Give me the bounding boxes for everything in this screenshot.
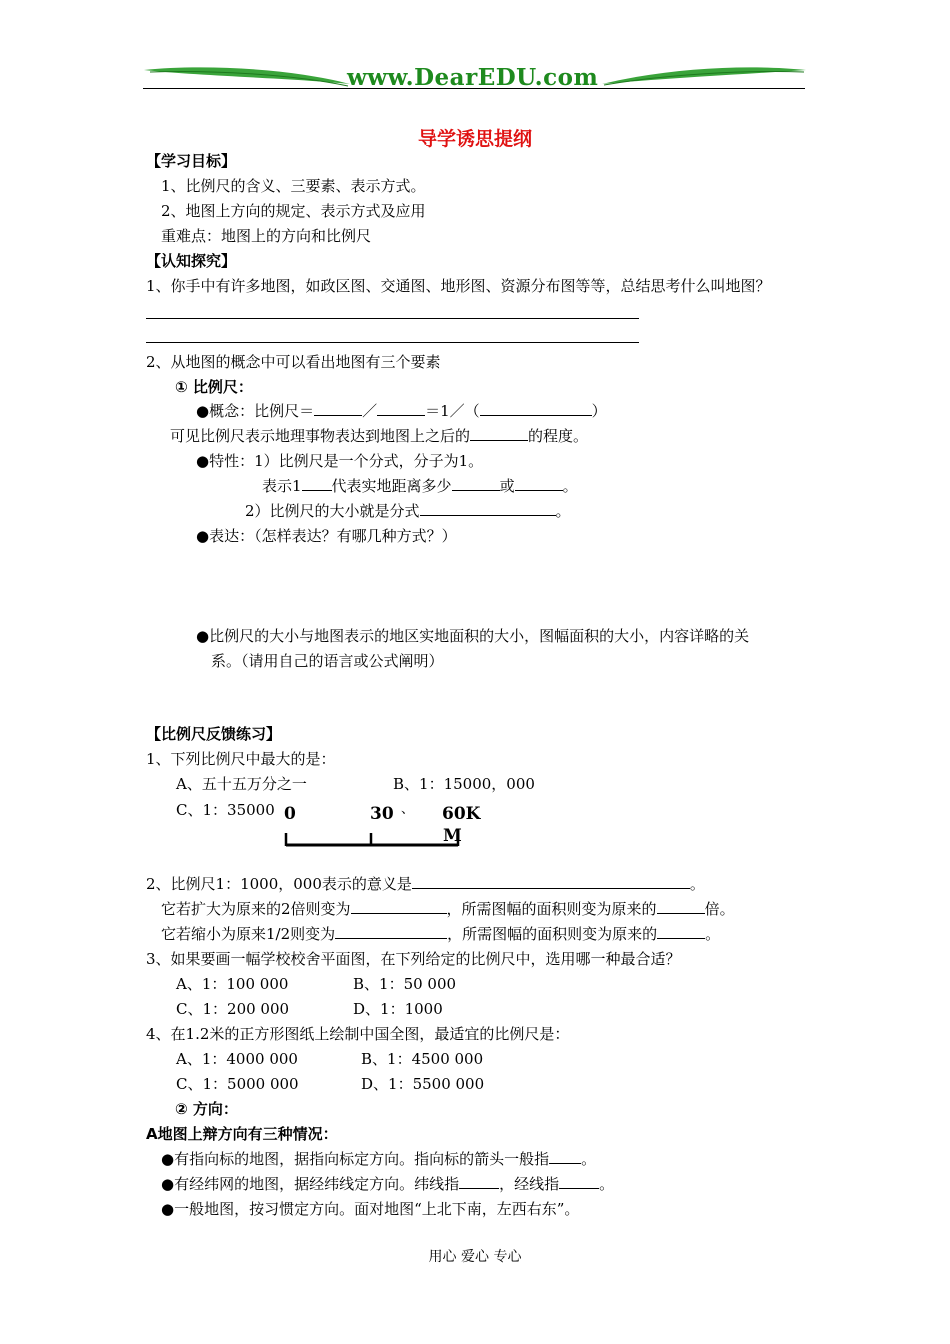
prop2-text-c: 或 [499,477,515,495]
express-line: ●表达：（怎样表达？有哪几种方式？） [196,527,457,545]
direction-item-2 [161,1174,614,1194]
d1-text-a: ●有指向标的地图，据指向标定方向。指向标的箭头一般指 [161,1150,550,1168]
q2-text-b: 。 [689,875,705,893]
section-heading-practice: 【比例尺反馈练习】 [146,725,282,743]
concept-prefix: ●概念：比例尺＝ [196,402,315,420]
scale-mark: 、 [401,802,415,817]
d2-text-b: ，经线指 [499,1175,560,1193]
blank-field[interactable] [335,924,447,939]
page-footer: 用心 爱心 专心 [428,1249,522,1265]
relation-line-1: ●比例尺的大小与地图表示的地区实地面积的大小，图幅面积的大小，内容详略的关 [196,627,750,645]
subheading-scale: ① 比例尺： [175,378,253,396]
d2-text-a: ●有经纬网的地图，据经纬线定方向。纬线指 [161,1175,460,1193]
concept-close: ） [591,402,607,420]
option-1b: B、1：15000，000 [393,775,535,793]
q2c-text-b: ，所需图幅的面积则变为原来的 [447,925,658,943]
concept-line [196,401,607,421]
option-4d: D、1：5500 000 [361,1075,485,1093]
d2-text-c: 。 [599,1175,615,1193]
practice-question-4: 4、在1.2米的正方形图纸上绘制中国全图，最适宜的比例尺是： [146,1025,570,1043]
page-title: 导学诱思提纲 [417,128,532,150]
blank-field[interactable] [515,476,563,491]
blank-field[interactable] [657,924,705,939]
practice-question-1: 1、下列比例尺中最大的是： [146,750,336,768]
scale-label-m: M [443,826,462,846]
seen-line [170,426,588,446]
option-3b: B、1：50 000 [353,975,457,993]
property-line-1: ●特性：1）比例尺是一个分式，分子为1。 [196,452,484,470]
blank-field[interactable] [459,1174,499,1189]
scale-label-0: 0 [284,804,296,824]
option-4a: A、1：4000 000 [176,1050,298,1068]
blank-field[interactable] [314,401,362,416]
practice-question-2b [161,899,735,919]
blank-field[interactable] [412,874,690,889]
prop2-text-d: 。 [562,477,578,495]
relation-line-2: 系。（请用自己的语言或公式阐明） [211,652,444,670]
blank-field[interactable] [351,899,447,914]
option-3d: D、1：1000 [353,1000,443,1018]
section-heading-goals: 【学习目标】 [146,152,237,170]
practice-question-2 [146,874,705,894]
answer-line-2[interactable] [146,342,639,343]
option-3a: A、1：100 000 [176,975,289,993]
option-3c: C、1：200 000 [176,1000,290,1018]
direction-item-1 [161,1149,596,1169]
practice-question-3: 3、如果要画一幅学校校舍平面图，在下列给定的比例尺中，选用哪一种最合适？ [146,950,681,968]
header-site-name: www.DearEDU.com [347,64,599,91]
property-line-2 [262,476,578,496]
q2b-text-a: 它若扩大为原来的2倍则变为 [161,900,351,918]
q2-text-a: 2、比例尺1：1000，000表示的意义是 [146,875,412,893]
option-4c: C、1：5000 000 [176,1075,299,1093]
option-1a: A、五十五万分之一 [176,775,307,793]
direction-heading: A地图上辩方向有三种情况： [146,1125,338,1143]
property-line-3 [245,501,571,521]
section-heading-explore: 【认知探究】 [146,252,237,270]
d1-text-b: 。 [581,1150,597,1168]
q2b-text-c: 倍。 [704,900,735,918]
seen-text-b: 的程度。 [528,427,589,445]
blank-field[interactable] [657,899,705,914]
explore-question-1: 1、你手中有许多地图，如政区图、交通图、地形图、资源分布图等等，总结思考什么叫地图？ [146,277,771,295]
scale-label-60k: 60K [442,804,481,824]
answer-line-1[interactable] [146,318,639,319]
prop3-text-b: 。 [555,502,571,520]
prop2-text-a: 表示1 [262,477,302,495]
blank-field[interactable] [377,401,425,416]
blank-field[interactable] [480,401,592,416]
goal-item-3: 重难点：地图上的方向和比例尺 [161,227,372,245]
goal-item-2: 2、地图上方向的规定、表示方式及应用 [161,202,426,220]
header-rule [143,88,805,89]
concept-ratio: ＝1／（ [425,402,480,420]
direction-item-3: ●一般地图，按习惯定方向。面对地图“上北下南，左西右东”。 [161,1200,580,1218]
blank-field[interactable] [549,1149,581,1164]
q2b-text-b: ，所需图幅的面积则变为原来的 [446,900,657,918]
goal-item-1: 1、比例尺的含义、三要素、表示方式。 [161,177,426,195]
blank-field[interactable] [470,426,528,441]
concept-slash: ／ [362,402,378,420]
blank-field[interactable] [452,476,500,491]
seen-text-a: 可见比例尺表示地理事物表达到地图上之后的 [170,427,471,445]
option-1c: C、1：35000 [176,801,275,819]
blank-field[interactable] [559,1174,599,1189]
subheading-direction: ② 方向： [175,1100,238,1118]
practice-question-2c [161,924,720,944]
scale-bar-icon [284,832,464,848]
q2c-text-a: 它若缩小为原来1/2则变为 [161,925,336,943]
q2c-text-c: 。 [705,925,721,943]
explore-question-2: 2、从地图的概念中可以看出地图有三个要素 [146,353,441,371]
scale-label-30: 30 [370,804,394,824]
blank-field[interactable] [302,476,332,491]
prop3-text-a: 2）比例尺的大小就是分式 [245,502,420,520]
blank-field[interactable] [420,501,556,516]
option-4b: B、1：4500 000 [361,1050,484,1068]
prop2-text-b: 代表实地距离多少 [331,477,452,495]
